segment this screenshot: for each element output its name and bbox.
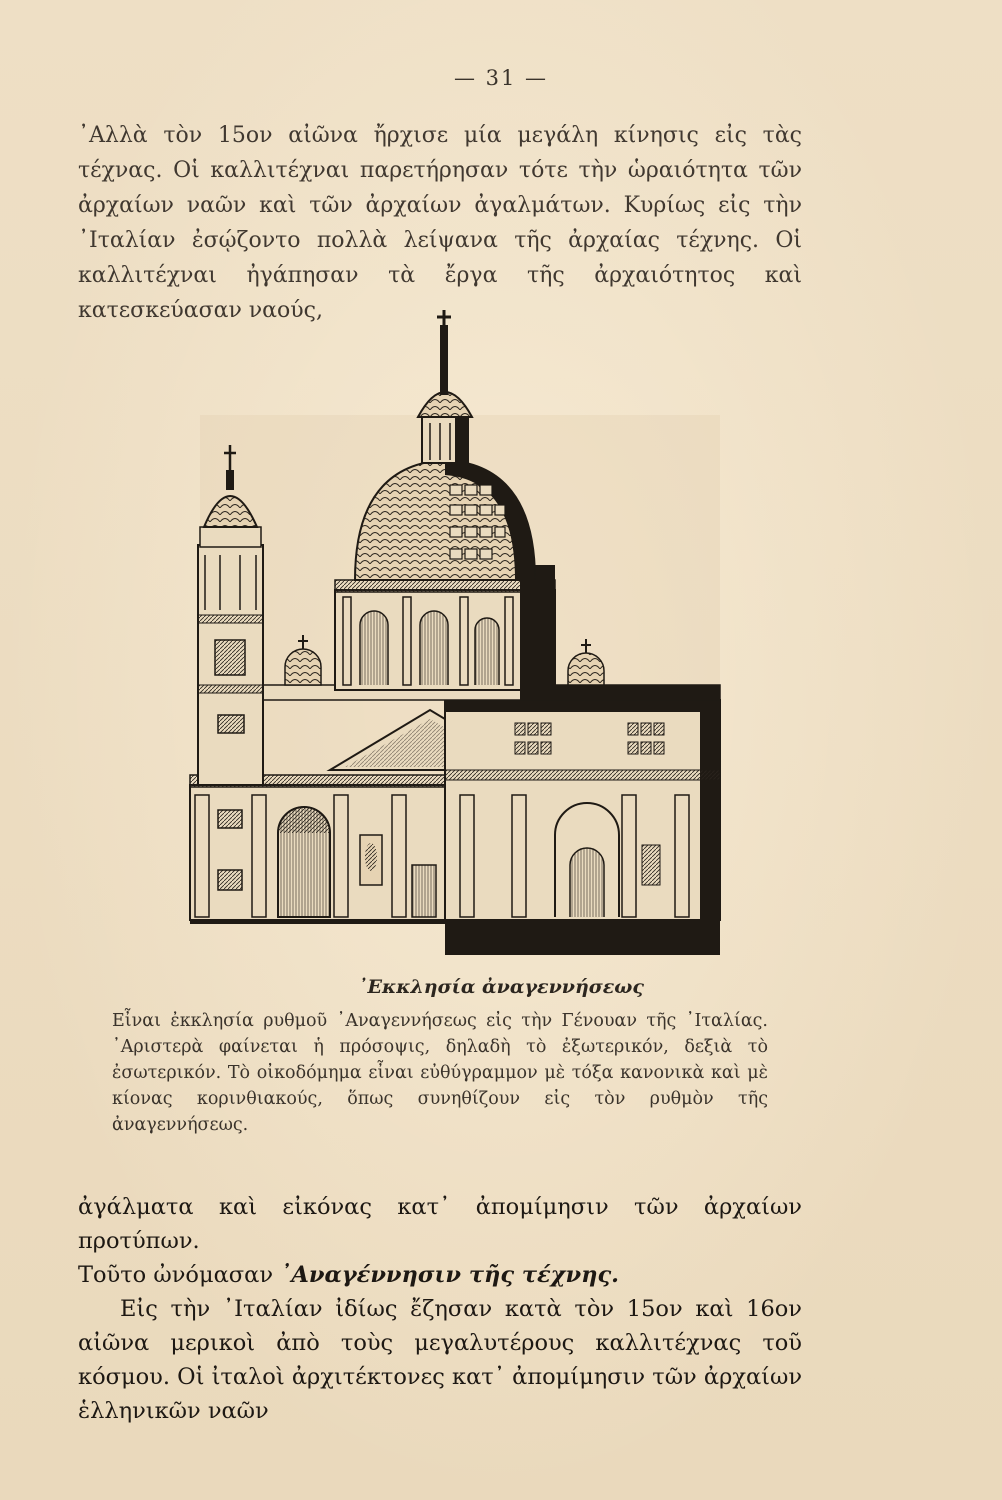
figure-caption-title: ᾿Εκκλησία ἀναγεννήσεως <box>358 976 644 998</box>
bottom-line-2-prefix: Τοῦτο ὠνόμασαν <box>78 1262 281 1288</box>
emphasized-term: ᾿Αναγέννησιν τῆς τέχνης. <box>280 1262 619 1288</box>
bottom-paragraph <box>78 1190 802 1428</box>
bottom-paragraph-2-text: Εἰς τὴν ᾿Ιταλίαν ἰδίως ἔζησαν κατὰ τὸν 15ον καὶ 16ον αἰῶνα μερικοὶ ἀπὸ τοὺς μεγαλυτέρους καλλιτέχνας τοῦ κόσμου. Οἱ ἰταλοὶ ἀρχιτέκτονες κατ᾿ ἀπομίμησιν τῶν ἀρχαίων ἑλληνικῶν ναῶν <box>78 1296 802 1424</box>
top-paragraph: ᾿Αλλὰ τὸν 15ον αἰῶνα ἤρχισε μία μεγάλη κίνησις εἰς τὰς τέχνας. Οἱ καλλιτέχναι παρετήρησαν τότε τὴν ὡραιότητα τῶν ἀρχαίων ναῶν καὶ τῶν ἀρχαίων ἀγαλμάτων. Κυρίως εἰς τὴν ᾿Ιταλίαν ἐσῴζοντο πολλὰ λείψανα τῆς ἀρχαίας τέχνης. Οἱ καλλιτέχναι ἠγάπησαν τὰ ἔργα τῆς ἀρχαιότητος καὶ κατεσκεύασαν ναούς, <box>78 123 802 323</box>
figure-caption-body: Εἶναι ἐκκλησία ρυθμοῦ ᾿Αναγεννήσεως εἰς τὴν Γένουαν τῆς ᾿Ιταλίας. ᾿Αριστερὰ φαίνεται ἡ πρόσοψις, δηλαδὴ τὸ ἐξωτερικόν, δεξιὰ τὸ ἐσωτερικόν. Τὸ οἰκοδόμημα εἶναι εὐθύγραμμον μὲ τόξα κανονικὰ καὶ μὲ κίονας κορινθιακούς, ὅπως συνηθίζουν εἰς τὸν ρυθμὸν τῆς ἀναγεννήσεως. <box>112 1011 768 1135</box>
bottom-paragraph-2 <box>78 1292 802 1428</box>
page-number: — 31 — <box>453 66 549 90</box>
bottom-line-1: ἀγάλματα καὶ εἰκόνας κατ᾿ ἀπομίμησιν τῶν ἀρχαίων προτύπων. <box>78 1194 802 1254</box>
church-illustration <box>160 305 730 965</box>
bottom-line-2 <box>78 1258 802 1292</box>
